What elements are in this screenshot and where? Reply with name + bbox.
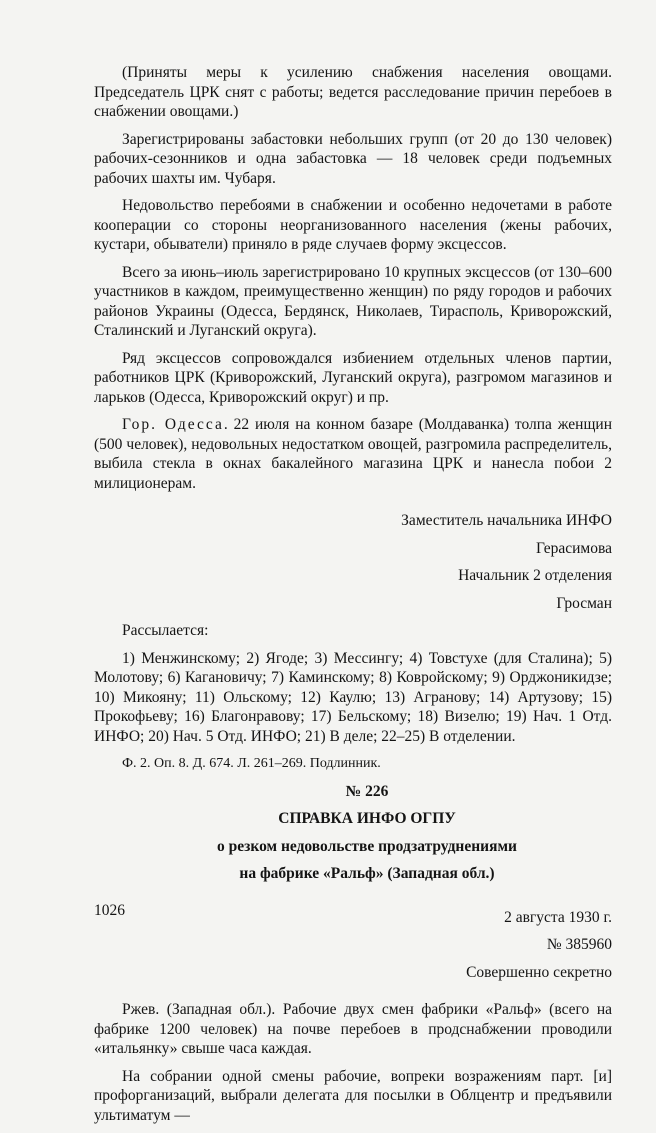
paragraph-rzhev: Ржев. (Западная обл.). Рабочие двух смен фабрики «Ральф» (всего на фабрике 1200 человек) на почве перебоев в продснабжении проводили «итальянку» свыше часа каждая. xyxy=(94,1001,612,1057)
signature-position-deputy: Заместитель начальника ИНФО xyxy=(401,512,612,529)
signature-position-head: Начальник 2 отделения xyxy=(458,567,612,584)
distribution-list: 1) Менжинскому; 2) Ягоде; 3) Мессингу; 4) Товстухе (для Сталина); 5) Молотову; 6) Кагановичу; 7) Каминскому; 8) Ковройскому; 9) Орджоникидзе; 10) Микояну; 11) Ольскому; 12) Каулю; 13) Агранову; 14) Артузову; 15) Прокофьеву; 16) Благонравову; 17) Бельскому; 18) Визелю; 19) Нач. 1 Отд. ИНФО; 20) Нач. 5 Отд. ИНФО; 21) В деле; 22–25) В отделении. xyxy=(94,649,612,745)
distribution-heading: Рассылается: xyxy=(122,622,209,639)
document-number: № 226 xyxy=(345,782,389,800)
paragraph-measures: (Приняты меры к усилению снабжения населения овощами. Председатель ЦРК снят с работы; ведется расследование причин перебоев в снабжении овощами.) xyxy=(94,64,612,120)
paragraph-excesses-total: Всего за июнь–июль зарегистрировано 10 крупных эксцессов (от 130–600 участников в каждом, преимущественно женщин) по ряду городов и рабочих районов Украины (Одесса, Бердянск, Николаев, Тирасполь, Криворожский, Сталинский и Луганский округа). xyxy=(94,263,612,339)
page-number: 1026 xyxy=(94,902,125,919)
odessa-text: . 22 июля на конном базаре (Молдаванка) толпа женщин (500 человек), недовольных недостатком овощей, разгромила распределитель, выбила стекла в окнах бакалейного магазина ЦРК и нанесла побои 2 милиционерам. xyxy=(94,416,612,492)
secrecy-label: Совершенно секретно xyxy=(466,963,612,981)
document-reg-number: № 385960 xyxy=(546,936,612,953)
odessa-place: Гор. Одесса xyxy=(122,416,224,433)
paragraph-strikes: Зарегистрированы забастовки небольших групп (от 20 до 130 человек) рабочих-сезонников и одна забастовка — 18 человек среди подъемных рабочих шахты им. Чубаря. xyxy=(94,130,612,187)
signature-name-head: Гросман xyxy=(556,594,612,612)
paragraph-discontent: Недовольство перебоями в снабжении и особенно недочетами в работе кооперации со стороны неорганизованного населения (жены рабочих, кустари, обыватели) приняло в ряде случаев форму эксцессов. xyxy=(94,197,612,253)
document-date: 2 августа 1930 г. xyxy=(504,908,612,926)
paragraph-excesses-details: Ряд эксцессов сопровождался избиением отдельных членов партии, работников ЦРК (Криворожский, Луганский округа), разгромом магазинов и ларьков (Одесса, Криворожский округ) и пр. xyxy=(94,349,612,406)
document-subtitle-line1: о резком недовольстве продзатруднениями xyxy=(217,837,517,855)
signature-name-deputy: Герасимова xyxy=(535,539,612,557)
document-body xyxy=(94,63,612,1133)
paragraph-odessa xyxy=(94,415,612,493)
archival-source: Ф. 2. Оп. 8. Д. 674. Л. 261–269. Подлинник. xyxy=(122,756,381,771)
document-subtitle-line2: на фабрике «Ральф» (Западная обл.) xyxy=(239,865,495,882)
document-title: СПРАВКА ИНФО ОГПУ xyxy=(278,810,456,827)
paragraph-meeting: На собрании одной смены рабочие, вопреки возражениям парт. [и] профорганизаций, выбрали делегата для посылки в Облцентр и предъявили ультиматум — xyxy=(94,1067,612,1124)
